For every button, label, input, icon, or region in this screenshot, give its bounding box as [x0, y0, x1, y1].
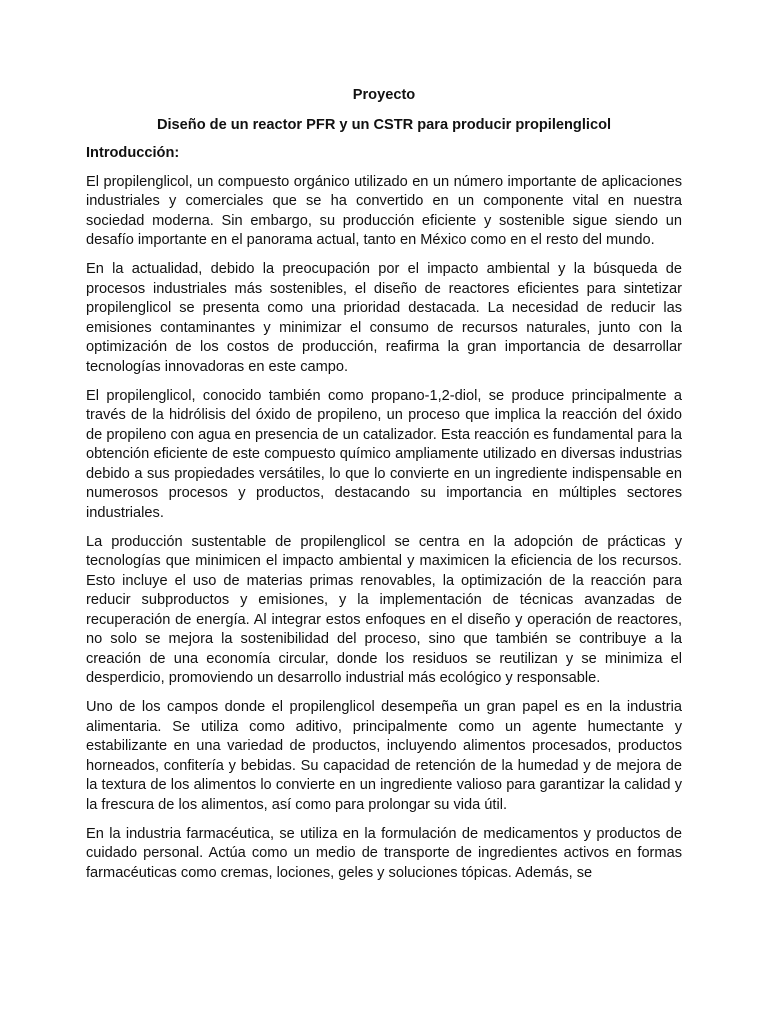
paragraph-2: En la actualidad, debido la preocupación por el impacto ambiental y la búsqueda de procesos industriales más sostenibles, el diseño de reactores eficientes para sintetizar propilenglicol se presenta como una prioridad destacada. La necesidad de reducir las emisiones contaminantes y minimizar el consumo de recursos naturales, junto con la optimización de los costos de producción, reafirma la gran importancia de desarrollar tecnologías innovadoras en este campo.: [86, 261, 682, 375]
section-heading: Introducción:: [86, 145, 180, 161]
document-title: Proyecto: [352, 87, 416, 103]
paragraph-6: En la industria farmacéutica, se utiliza en la formulación de medicamentos y productos de cuidado personal. Actúa como un medio de transporte de ingredientes activos en formas farmacéuticas como cremas, lociones, geles y soluciones tópicas. Además, se: [86, 825, 682, 881]
document-subtitle: Diseño de un reactor PFR y un CSTR para producir propilenglicol: [156, 116, 612, 133]
document-page: [86, 86, 682, 893]
paragraph-1: El propilenglicol, un compuesto orgánico utilizado en un número importante de aplicaciones industriales y comerciales que se ha convertido en un componente vital en nuestra sociedad moderna. Sin embargo, su producción eficiente y sostenible sigue siendo un desafío importante en el panorama actual, tanto en México como en el resto del mundo.: [86, 173, 682, 248]
paragraph-4: La producción sustentable de propilenglicol se centra en la adopción de prácticas y tecnologías que minimicen el impacto ambiental y maximicen la eficiencia de los recursos. Esto incluye el uso de materias primas renovables, la optimización de la reacción para reducir subproductos y emisiones, y la implementación de técnicas avanzadas de recuperación de energía. Al integrar estos enfoques en el diseño y operación de reactores, no solo se mejora la sostenibilidad del proceso, sino que también se contribuye a la creación de una economía circular, donde los residuos se reutilizan y se minimiza el desperdicio, promoviendo un desarrollo industrial más ecológico y responsable.: [86, 533, 682, 686]
paragraph-3: El propilenglicol, conocido también como propano-1,2-diol, se produce principalmente a través de la hidrólisis del óxido de propileno, un proceso que implica la reacción del óxido de propileno con agua en presencia de un catalizador. Esta reacción es fundamental para la obtención eficiente de este compuesto químico ampliamente utilizado en diversas industrias debido a sus propiedades versátiles, lo que lo convierte en un ingrediente indispensable en numerosos procesos y productos, destacando su importancia en múltiples sectores industriales.: [86, 387, 682, 521]
paragraph-5: Uno de los campos donde el propilenglicol desempeña un gran papel es en la industria alimentaria. Se utiliza como aditivo, principalmente como un agente humectante y estabilizante en una variedad de productos, incluyendo alimentos procesados, productos horneados, confitería y bebidas. Su capacidad de retención de la humedad y de mejora de la textura de los alimentos lo convierte en un ingrediente valioso para garantizar la calidad y la frescura de los alimentos, así como para prolongar su vida útil.: [86, 699, 682, 813]
